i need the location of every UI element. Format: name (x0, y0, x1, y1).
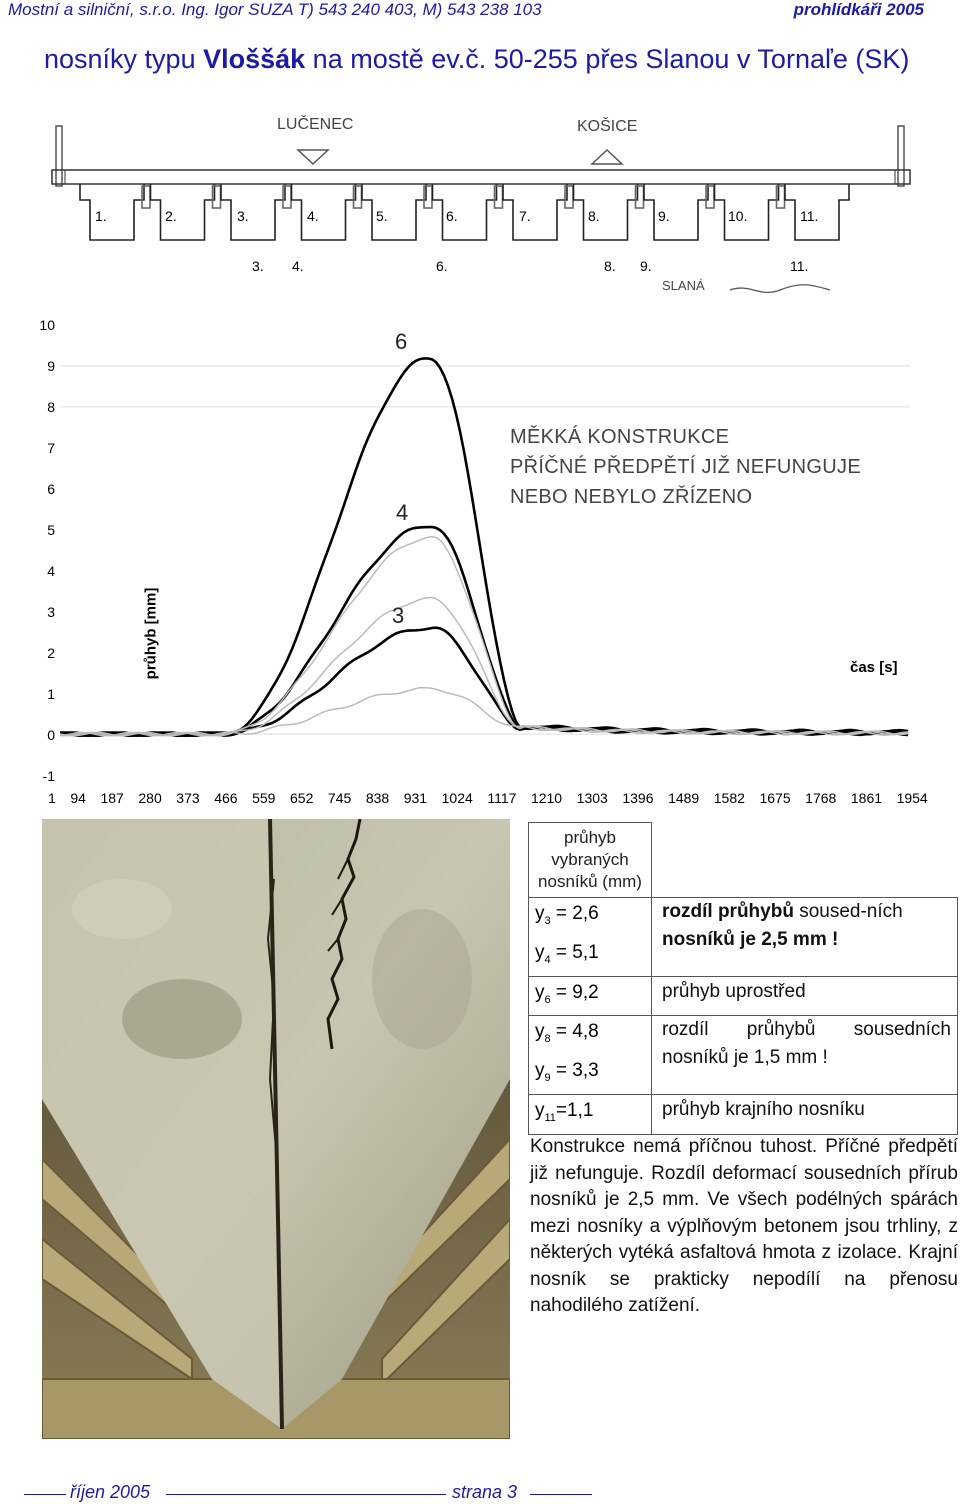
girder-number: 3. (237, 208, 249, 224)
chart-annotation-3: NEBO NEBYLO ZŘÍZENO (510, 486, 753, 508)
x-tick: 373 (176, 790, 200, 806)
table-row (529, 976, 652, 1016)
chart-annotation-2: PŘÍČNÉ PŘEDPĚTÍ JIŽ NEFUNGUJE (510, 456, 861, 478)
y-value: $y_3 = 2,6$ (535, 903, 599, 927)
girder-number: 7. (519, 208, 531, 224)
footer-page: strana 3 (452, 1482, 518, 1502)
series-line (60, 358, 908, 735)
series-label-3: 3 (392, 603, 405, 628)
chart-annotation-1: MĚKKÁ KONSTRUKCE (510, 426, 730, 448)
deflection-chart (60, 320, 920, 780)
x-tick: 1489 (668, 790, 700, 806)
series-line (60, 598, 908, 736)
x-tick: 1396 (622, 790, 654, 806)
girder-crack-image (42, 819, 510, 1439)
page-title (44, 44, 909, 75)
selected-number: 6. (436, 258, 448, 274)
desc1-excl: ! (832, 929, 839, 950)
title-part-3: na mostě ev.č. 50-255 přes Slanou v Tornaľe (SK) (305, 44, 910, 74)
table-desc (652, 898, 958, 977)
table-row (529, 1094, 652, 1134)
y-tick: 0 (47, 727, 55, 743)
y-tick: 7 (47, 440, 55, 456)
table-desc: průhyb uprostřed (652, 976, 958, 1016)
y-tick: 1 (47, 686, 55, 702)
selected-girder-numbers (0, 258, 960, 280)
label-kosice: KOŠICE (577, 118, 638, 135)
footer-rule-2 (166, 1494, 446, 1495)
river-label: SLANÁ (662, 278, 705, 293)
x-tick: 1117 (487, 790, 517, 806)
y-tick: 9 (47, 358, 55, 374)
table-header-text: průhyb vybraných nosníků (mm) (538, 828, 642, 891)
girder-number: 4. (307, 208, 319, 224)
girder-number: 11. (800, 208, 819, 224)
table-header-empty (652, 823, 958, 898)
y-value: $y_8 = 4,8$ (535, 1021, 599, 1046)
girder-number: 2. (165, 208, 177, 224)
footer-date: říjen 2005 (70, 1482, 151, 1502)
girder-number: 5. (376, 208, 388, 224)
header-tag: prohlídkáři 2005 (793, 0, 924, 19)
x-tick: 838 (365, 790, 390, 806)
table-header (529, 823, 652, 898)
x-tick: 1954 (896, 790, 928, 806)
table-row (529, 1016, 652, 1095)
x-tick: 1 (48, 790, 56, 806)
x-tick: 931 (403, 790, 428, 806)
y-axis-ticks (0, 312, 60, 782)
y-tick: 10 (39, 317, 55, 333)
desc1-normal: soused-ních (793, 901, 903, 922)
x-tick: 559 (252, 790, 276, 806)
girder-number: 6. (446, 208, 458, 224)
y-value: $y_9 = 3,3$ (535, 1060, 599, 1084)
y-axis-label: průhyb [mm] (142, 587, 160, 680)
table-row (529, 898, 652, 977)
label-lucenec: LUČENEC (277, 116, 354, 133)
header-company: Mostní a silniční, s.r.o. Ing. Igor SUZA T) 543 240 403, M) 543 238 103 (8, 0, 542, 19)
girder-numbers (0, 208, 960, 232)
y-value: $y_{11}=1,1$ (535, 1099, 594, 1124)
girder-number: 8. (588, 208, 600, 224)
selected-number: 11. (790, 258, 809, 274)
girder-photo (42, 819, 510, 1439)
series-label-4: 4 (396, 500, 409, 525)
y-value: $y_4 = 5,1$ (535, 941, 599, 966)
x-axis-label: čas [s] (850, 659, 898, 676)
x-tick: 280 (138, 790, 162, 806)
series-label-6: 6 (395, 329, 408, 354)
y-tick: 8 (47, 399, 55, 415)
x-tick: 1675 (759, 790, 791, 806)
y-value: $y_6 = 9,2$ (535, 981, 599, 1006)
y-tick: 3 (47, 604, 55, 620)
selected-number: 3. (252, 258, 264, 274)
series-line (60, 688, 908, 736)
y-tick: 2 (47, 645, 55, 661)
x-tick: 187 (100, 790, 124, 806)
x-tick: 1024 (441, 790, 473, 806)
x-tick: 652 (290, 790, 314, 806)
y-tick: -1 (42, 768, 55, 784)
description-paragraph: Konstrukce nemá příčnou tuhost. Příčné předpětí již nefunguje. Rozdíl deformací sousedních přírub nosníků je 2,5 mm. Ve všech podélných spárách mezi nosníky a výplňovým betonem jsou trhliny, z některých vytéká asfaltová hmota z izolace. Krajní nosník se prakticky nepodílí na přenosu nahodilého zatížení. (530, 1136, 958, 1316)
table-desc: rozdíl průhybů sousedních nosníků je 1,5 mm ! (652, 1016, 958, 1095)
x-axis-ticks (48, 790, 928, 806)
x-tick: 94 (70, 790, 86, 806)
x-tick: 1861 (850, 790, 883, 806)
footer-rule-3 (530, 1494, 592, 1495)
x-tick: 1768 (805, 790, 837, 806)
y-tick: 6 (47, 481, 55, 497)
x-tick: 1210 (530, 790, 563, 806)
girder-number: 10. (728, 208, 748, 224)
title-part-1: nosníky typu (44, 44, 204, 74)
x-tick: 745 (327, 790, 352, 806)
x-tick: 466 (214, 790, 238, 806)
selected-number: 4. (292, 258, 304, 274)
x-tick: 1582 (713, 790, 745, 806)
series-line (60, 527, 908, 736)
y-tick: 5 (47, 522, 55, 538)
deflection-table (528, 822, 958, 1135)
desc1-bold-2: nosníků je 2,5 mm (662, 929, 827, 950)
footer-rule-1 (24, 1494, 66, 1495)
selected-number: 9. (640, 258, 652, 274)
selected-number: 8. (604, 258, 616, 274)
girder-number: 9. (658, 208, 670, 224)
x-tick: 1303 (576, 790, 608, 806)
title-part-2: Vloššák (203, 44, 306, 74)
desc1-bold: rozdíl průhybů (662, 901, 794, 922)
girder-number: 1. (95, 208, 107, 224)
y-tick: 4 (47, 563, 55, 579)
table-desc: průhyb krajního nosníku (652, 1094, 958, 1134)
